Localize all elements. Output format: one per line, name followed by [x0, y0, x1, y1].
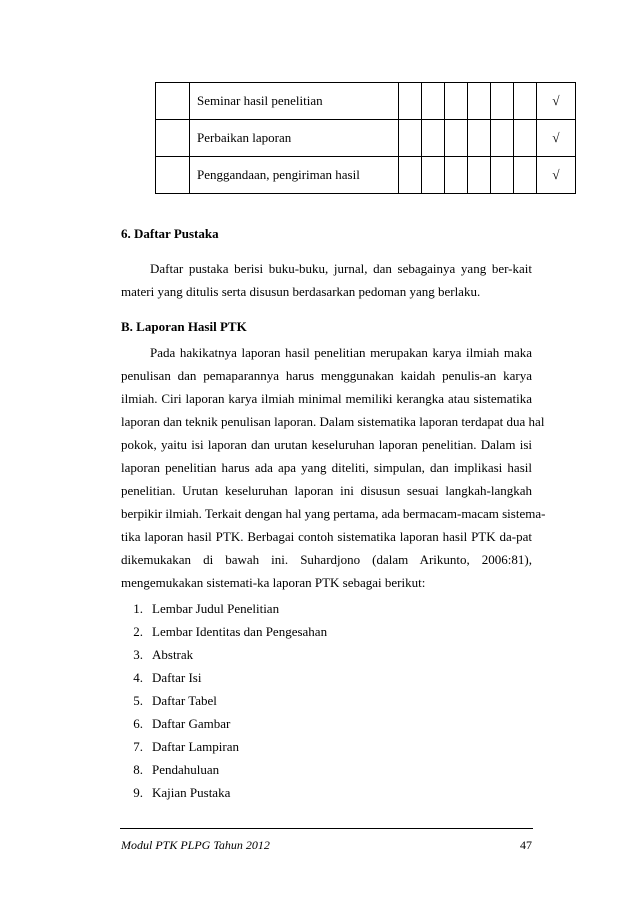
- list-item: [121, 735, 327, 758]
- paragraph-line: mengemukakan sistemati-ka laporan PTK sebagai berikut:: [121, 575, 426, 590]
- paragraph-line: berpikir ilmiah. Terkait dengan hal yang pertama, ada bermacam-macam sistema-: [121, 506, 546, 521]
- list-number: 2.: [133, 624, 143, 639]
- list-number: 8.: [133, 762, 143, 777]
- paragraph-line: materi yang ditulis serta disusun berdasarkan pedoman yang berlaku.: [121, 284, 481, 299]
- table-row: [156, 157, 576, 194]
- list-number: 9.: [133, 785, 143, 800]
- list-text: Daftar Lampiran: [152, 739, 239, 754]
- activity-cell: Perbaikan laporan: [190, 120, 399, 157]
- section-heading-daftar-pustaka: 6. Daftar Pustaka: [121, 226, 219, 241]
- list-item: [121, 712, 327, 735]
- schedule-table: [155, 82, 576, 194]
- paragraph-line: ilmiah. Ciri laporan karya ilmiah minimal memiliki kerangka atau sistematika: [121, 391, 532, 406]
- list-text: Pendahuluan: [152, 762, 220, 777]
- paragraph-line: laporan dan teknik penulisan laporan. Dalam sistematika laporan terdapat dua hal: [121, 414, 545, 429]
- list-item: [121, 781, 327, 804]
- list-text: Abstrak: [152, 647, 194, 662]
- list-item: [121, 597, 327, 620]
- list-item: [121, 643, 327, 666]
- footer-title: Modul PTK PLPG Tahun 2012: [121, 838, 270, 852]
- list-text: Lembar Judul Penelitian: [152, 601, 280, 616]
- footer-divider: [120, 828, 533, 829]
- activity-cell: Penggandaan, pengiriman hasil: [190, 157, 399, 194]
- check-mark: √: [537, 120, 576, 157]
- page-number: 47: [520, 838, 532, 852]
- list-text: Daftar Gambar: [152, 716, 231, 731]
- list-text: Daftar Isi: [152, 670, 202, 685]
- list-text: Lembar Identitas dan Pengesahan: [152, 624, 328, 639]
- paragraph-daftar-pustaka: [121, 257, 532, 303]
- paragraph-line: Pada hakikatnya laporan hasil penelitian merupakan karya ilmiah maka: [150, 345, 532, 360]
- list-number: 3.: [133, 647, 143, 662]
- list-number: 7.: [133, 739, 143, 754]
- list-number: 6.: [133, 716, 143, 731]
- paragraph-line: Daftar pustaka berisi buku-buku, jurnal, dan sebagainya yang ber-kait: [150, 261, 532, 276]
- paragraph-line: dikemukakan di bawah ini. Suhardjono (dalam Arikunto, 2006:81),: [121, 552, 532, 567]
- check-mark: √: [537, 83, 576, 120]
- paragraph-line: penulisan dan pemaparannya harus menggunakan kaidah penulis-an karya: [121, 368, 532, 383]
- list-text: Kajian Pustaka: [152, 785, 231, 800]
- table-row: [156, 83, 576, 120]
- check-mark: √: [537, 157, 576, 194]
- list-item: [121, 620, 327, 643]
- list-item: [121, 689, 327, 712]
- section-heading-laporan-hasil-ptk: B. Laporan Hasil PTK: [121, 319, 247, 334]
- list-text: Daftar Tabel: [152, 693, 217, 708]
- report-structure-list: [121, 597, 327, 804]
- paragraph-line: penelitian. Urutan keseluruhan laporan ini disusun sesuai langkah-langkah: [121, 483, 532, 498]
- list-number: 4.: [133, 670, 143, 685]
- list-number: 5.: [133, 693, 143, 708]
- paragraph-line: laporan penelitian harus ada apa yang diteliti, simpulan, dan implikasi hasil: [121, 460, 532, 475]
- table-row: [156, 120, 576, 157]
- list-item: [121, 666, 327, 689]
- list-number: 1.: [133, 601, 143, 616]
- paragraph-laporan-hasil-ptk: [121, 341, 546, 594]
- paragraph-line: pokok, yaitu isi laporan dan urutan keseluruhan laporan penelitian. Dalam isi: [121, 437, 532, 452]
- activity-cell: Seminar hasil penelitian: [190, 83, 399, 120]
- paragraph-line: tika laporan hasil PTK. Berbagai contoh sistematika laporan hasil PTK da-pat: [121, 529, 532, 544]
- list-item: [121, 758, 327, 781]
